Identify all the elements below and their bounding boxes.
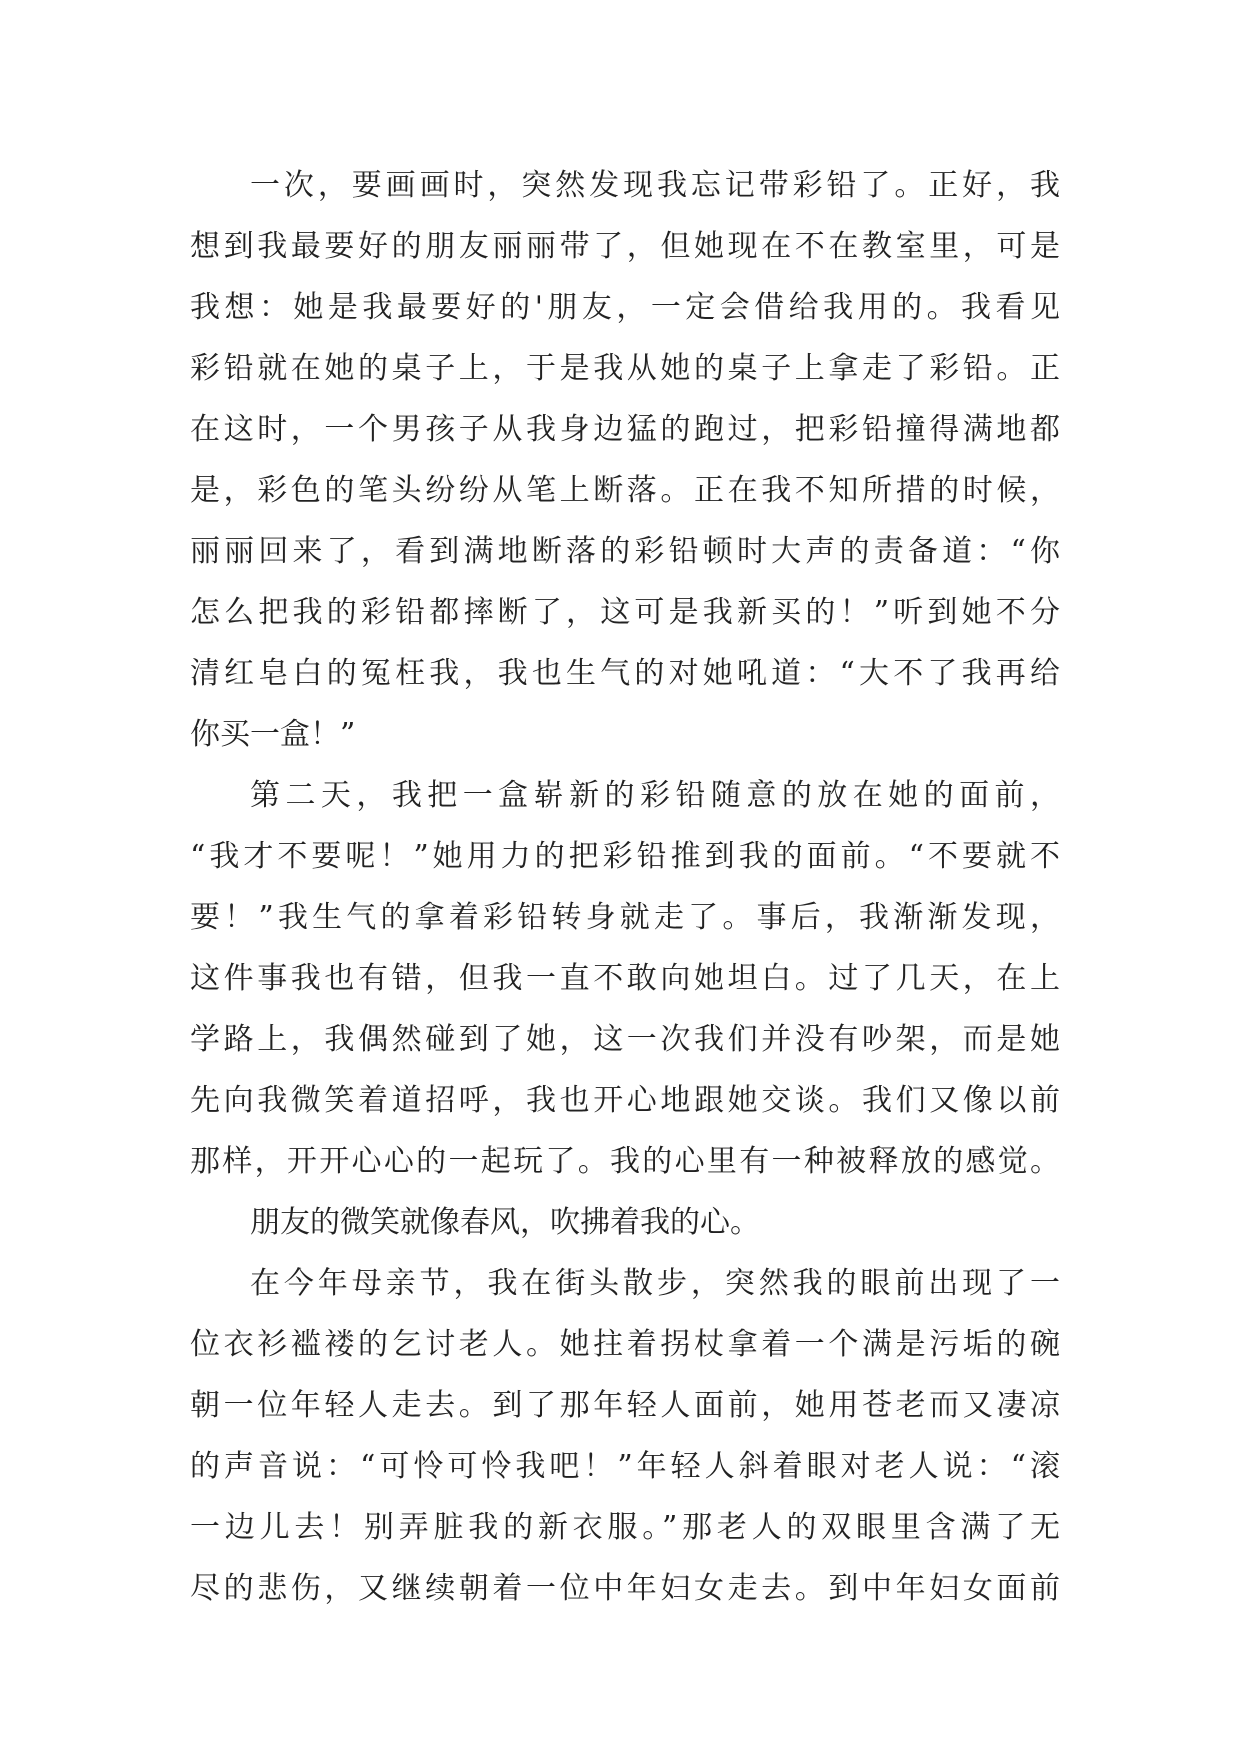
text-line: 一边儿去！别弄脏我的新衣服。”那老人的双眼里含满了无 [190, 1510, 1060, 1545]
text-line: 是，彩色的笔头纷纷从笔上断落。正在我不知所措的时候， [190, 473, 1060, 508]
text-line: 一次，要画画时，突然发现我忘记带彩铅了。正好，我 [250, 168, 1060, 203]
text-line: 我想：她是我最要好的'朋友，一定会借给我用的。我看见 [190, 290, 1060, 325]
text-line: 第二天，我把一盒崭新的彩铅随意的放在她的面前， [250, 778, 1060, 813]
text-line: 在这时，一个男孩子从我身边猛的跑过，把彩铅撞得满地都 [190, 412, 1060, 447]
text-line: “我才不要呢！”她用力的把彩铅推到我的面前。“不要就不 [190, 839, 1060, 874]
text-line: 尽的悲伤，又继续朝着一位中年妇女走去。到中年妇女面前 [190, 1571, 1060, 1606]
text-line: 朝一位年轻人走去。到了那年轻人面前，她用苍老而又凄凉 [190, 1388, 1060, 1423]
text-line: 要！”我生气的拿着彩铅转身就走了。事后，我渐渐发现， [190, 900, 1060, 935]
text-line: 在今年母亲节，我在街头散步，突然我的眼前出现了一 [250, 1266, 1060, 1301]
text-line: 彩铅就在她的桌子上，于是我从她的桌子上拿走了彩铅。正 [190, 351, 1060, 386]
text-line: 学路上，我偶然碰到了她，这一次我们并没有吵架，而是她 [190, 1022, 1060, 1057]
text-line: 怎么把我的彩铅都摔断了，这可是我新买的！”听到她不分 [190, 595, 1060, 630]
text-line: 的声音说：“可怜可怜我吧！”年轻人斜着眼对老人说：“滚 [190, 1449, 1060, 1484]
text-line: 你买一盒！” [190, 717, 356, 752]
text-line: 丽丽回来了，看到满地断落的彩铅顿时大声的责备道：“你 [190, 534, 1060, 569]
text-line: 朋友的微笑就像春风，吹拂着我的心。 [250, 1205, 760, 1240]
text-line: 先向我微笑着道招呼，我也开心地跟她交谈。我们又像以前 [190, 1083, 1060, 1118]
text-line: 想到我最要好的朋友丽丽带了，但她现在不在教室里，可是 [190, 229, 1060, 264]
document-body [190, 155, 1060, 1619]
text-line: 清红皂白的冤枉我，我也生气的对她吼道：“大不了我再给 [190, 656, 1060, 691]
text-line: 这件事我也有错，但我一直不敢向她坦白。过了几天，在上 [190, 961, 1060, 996]
text-line: 那样，开开心心的一起玩了。我的心里有一种被释放的感觉。 [190, 1144, 1060, 1179]
text-line: 位衣衫褴褛的乞讨老人。她拄着拐杖拿着一个满是污垢的碗 [190, 1327, 1060, 1362]
